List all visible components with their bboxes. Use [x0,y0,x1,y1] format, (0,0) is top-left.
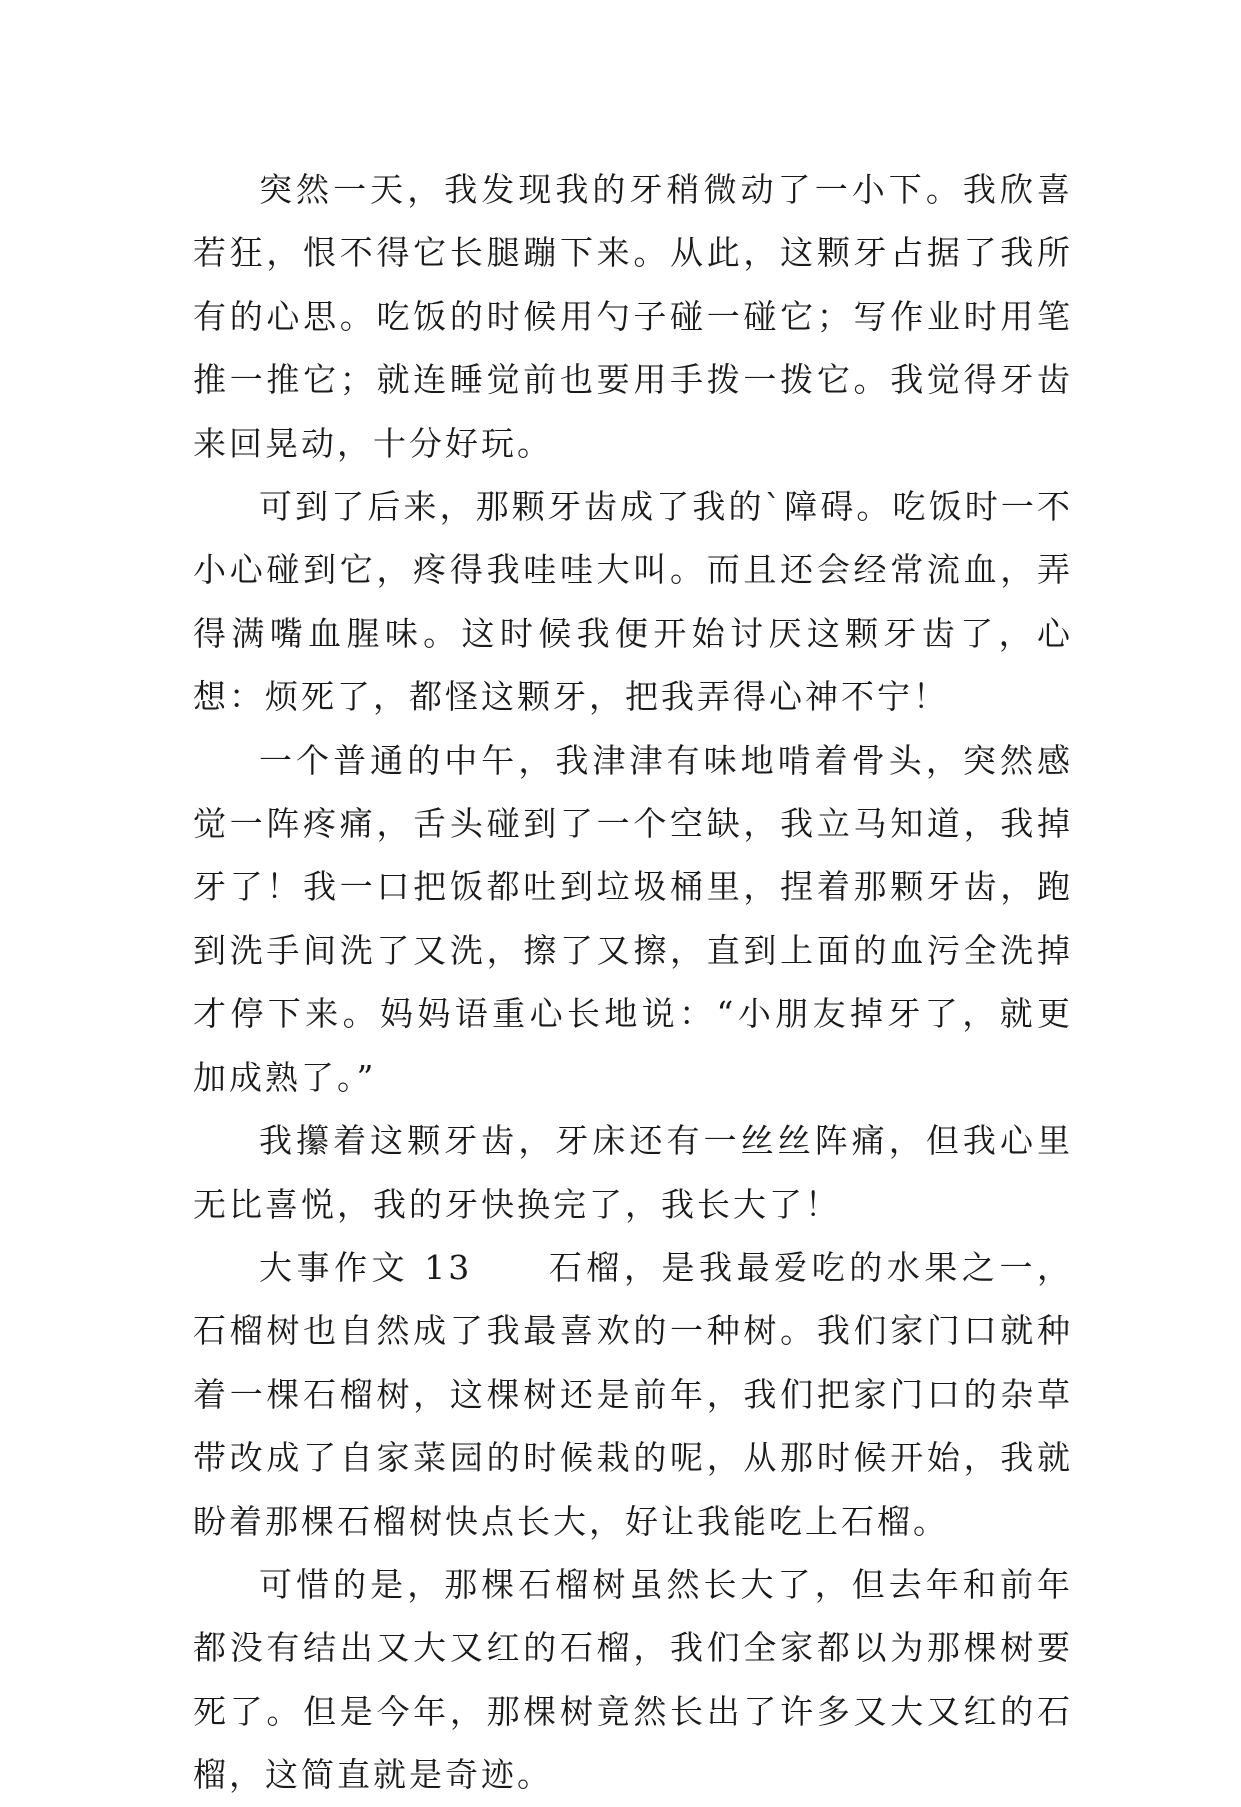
paragraph-pomegranate-tree: 大事作文 13 石榴，是我最爱吃的水果之一，石榴树也自然成了我最喜欢的一种树。我们家门口就种着一棵石榴树，这棵树还是前年，我们把家门口的杂草带改成了自家菜园的时候栽的呢，从那时候开始，我就盼着那棵石榴树快点长大，好让我能吃上石榴。 [193,1247,1073,1541]
paragraph-growing-up: 我攥着这颗牙齿，牙床还有一丝丝阵痛，但我心里无比喜悦，我的牙快换完了，我长大了！ [193,1121,1073,1224]
paragraph-tooth-obstacle: 可到了后来，那颗牙齿成了我的`障碍。吃饭时一不小心碰到它，疼得我哇哇大叫。而且还会经常流血，弄得满嘴血腥味。这时候我便开始讨厌这颗牙齿了，心想：烦死了，都怪这颗牙，把我弄得心神不宁！ [193,487,1073,717]
essay-body [193,158,1073,1807]
paragraph-loose-tooth: 突然一天，我发现我的牙稍微动了一小下。我欣喜若狂，恨不得它长腿蹦下来。从此，这颗牙占据了我所有的心思。吃饭的时候用勺子碰一碰它；写作业时用笔推一推它；就连睡觉前也要用手拨一拨它。我觉得牙齿来回晃动，十分好玩。 [193,170,1073,463]
paragraph-pomegranate-miracle: 可惜的是，那棵石榴树虽然长大了，但去年和前年都没有结出又大又红的石榴，我们全家都以为那棵树要死了。但是今年，那棵树竟然长出了许多又大又红的石榴，这简直就是奇迹。 [193,1564,1073,1795]
paragraph-tooth-falls-out: 一个普通的中午，我津津有味地啃着骨头，突然感觉一阵疼痛，舌头碰到了一个空缺，我立马知道，我掉牙了！我一口把饭都吐到垃圾桶里，捏着那颗牙齿，跑到洗手间洗了又洗，擦了又擦，直到上面的血污全洗掉才停下来。妈妈语重心长地说：“小朋友掉牙了，就更加成熟了。” [193,740,1073,1097]
